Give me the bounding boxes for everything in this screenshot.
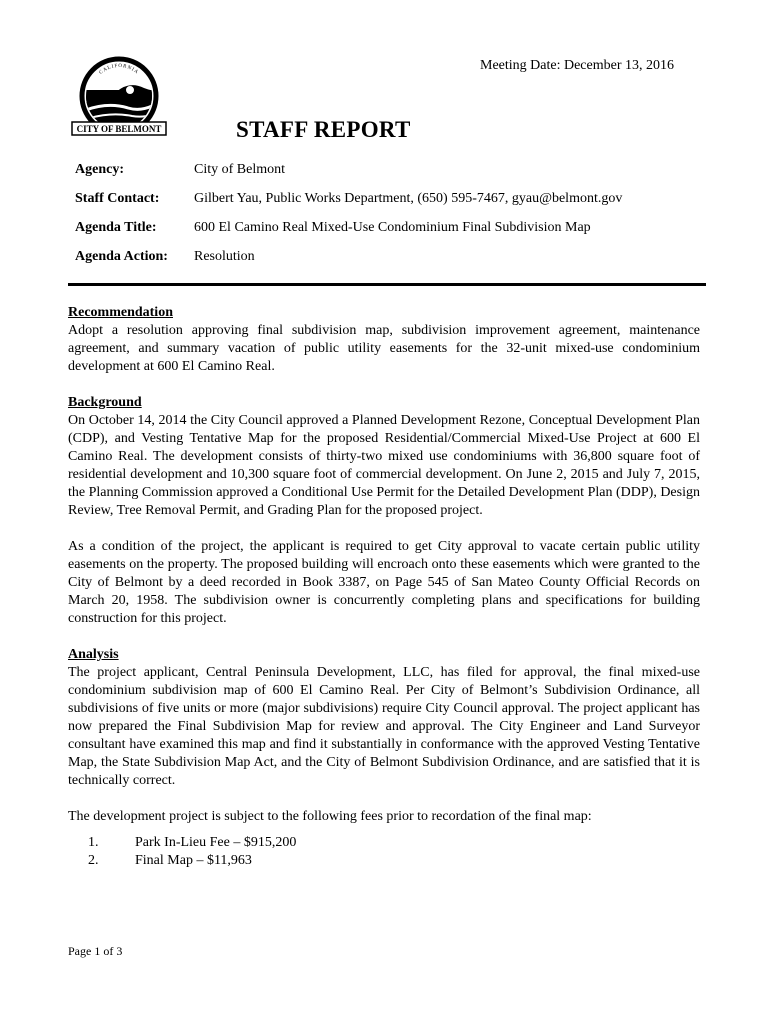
background-heading: Background bbox=[68, 395, 142, 410]
meta-row-agency bbox=[75, 162, 715, 191]
seal-graphic bbox=[68, 50, 170, 138]
meta-value: Gilbert Yau, Public Works Department, (650) 595-7467, gyau@belmont.gov bbox=[194, 191, 623, 206]
meta-value: 600 El Camino Real Mixed-Use Condominium Final Subdivision Map bbox=[194, 220, 591, 235]
meta-label: Agency: bbox=[75, 162, 124, 177]
list-item-number: 2. bbox=[88, 853, 99, 868]
background-paragraph-2: As a condition of the project, the applicant is required to get City approval to vacate certain public utility easements on the property. The proposed building will encroach onto these easements which were granted to the City of Belmont by a deed recorded in Book 3387, on Page 545 of San Mateo County Official Records on March 20, 1958. The subdivision owner is concurrently completing plans and specifications for building construction for this project. bbox=[68, 539, 700, 626]
meta-row-agenda-title bbox=[75, 220, 715, 249]
meta-value: City of Belmont bbox=[194, 162, 285, 177]
analysis-heading: Analysis bbox=[68, 647, 119, 662]
meta-label: Agenda Title: bbox=[75, 220, 157, 235]
list-item-text: Final Map – $11,963 bbox=[135, 853, 252, 868]
meta-label: Staff Contact: bbox=[75, 191, 160, 206]
recommendation-heading: Recommendation bbox=[68, 305, 173, 320]
meta-row-agenda-action bbox=[75, 249, 715, 278]
fees-list bbox=[68, 834, 700, 870]
report-meta bbox=[75, 162, 715, 278]
city-of-belmont-seal-icon bbox=[68, 50, 170, 138]
list-item bbox=[68, 852, 700, 870]
list-item-text: Park In-Lieu Fee – $915,200 bbox=[135, 835, 297, 850]
report-body bbox=[68, 304, 700, 870]
list-item bbox=[68, 834, 700, 852]
page-number: Page 1 of 3 bbox=[68, 944, 123, 958]
page-title: STAFF REPORT bbox=[236, 117, 411, 142]
analysis-paragraph-2: The development project is subject to the following fees prior to recordation of the final map: bbox=[68, 809, 592, 824]
recommendation-text: Adopt a resolution approving final subdivision map, subdivision improvement agreement, maintenance agreement, and summary vacation of public utility easements for the 32-unit mixed-use condominium development at 600 El Camino Real. bbox=[68, 323, 700, 374]
meta-value: Resolution bbox=[194, 249, 255, 264]
analysis-paragraph-1: The project applicant, Central Peninsula Development, LLC, has filed for approval, the final mixed-use condominium subdivision map of 600 El Camino Real. Per City of Belmont’s Subdivision Ordinance, all subdivisions of five units or more (major subdivisions) require City Council approval. The project applicant has now prepared the Final Subdivision Map for review and approval. The City Engineer and Land Surveyor consultant have examined this map and find it substantially in conformance with the approved Vesting Tentative Map, the State Subdivision Map Act, and the City of Belmont Subdivision Ordinance, and are satisfied that it is technically correct. bbox=[68, 665, 700, 788]
meeting-date: Meeting Date: December 13, 2016 bbox=[480, 58, 674, 73]
meta-row-staff-contact bbox=[75, 191, 715, 220]
list-item-number: 1. bbox=[88, 835, 99, 850]
background-paragraph-1: On October 14, 2014 the City Council approved a Planned Development Rezone, Conceptual Development Plan (CDP), and Vesting Tentative Map for the proposed Residential/Commercial Mixed-Use Project at 600 El Camino Real. The development consists of thirty-two mixed use condominiums with 36,800 square foot of residential development and 10,300 square foot of commercial development. On June 2, 2015 and July 7, 2015, the Planning Commission approved a Conditional Use Permit for the Detailed Development Plan (DDP), Design Review, Tree Removal Permit, and Grading Plan for the proposed project. bbox=[68, 413, 700, 518]
divider bbox=[68, 283, 706, 286]
seal-arc-text: CALIFORNIA bbox=[98, 63, 140, 76]
seal-name-text: CITY OF BELMONT bbox=[76, 124, 162, 134]
meta-label: Agenda Action: bbox=[75, 249, 168, 264]
